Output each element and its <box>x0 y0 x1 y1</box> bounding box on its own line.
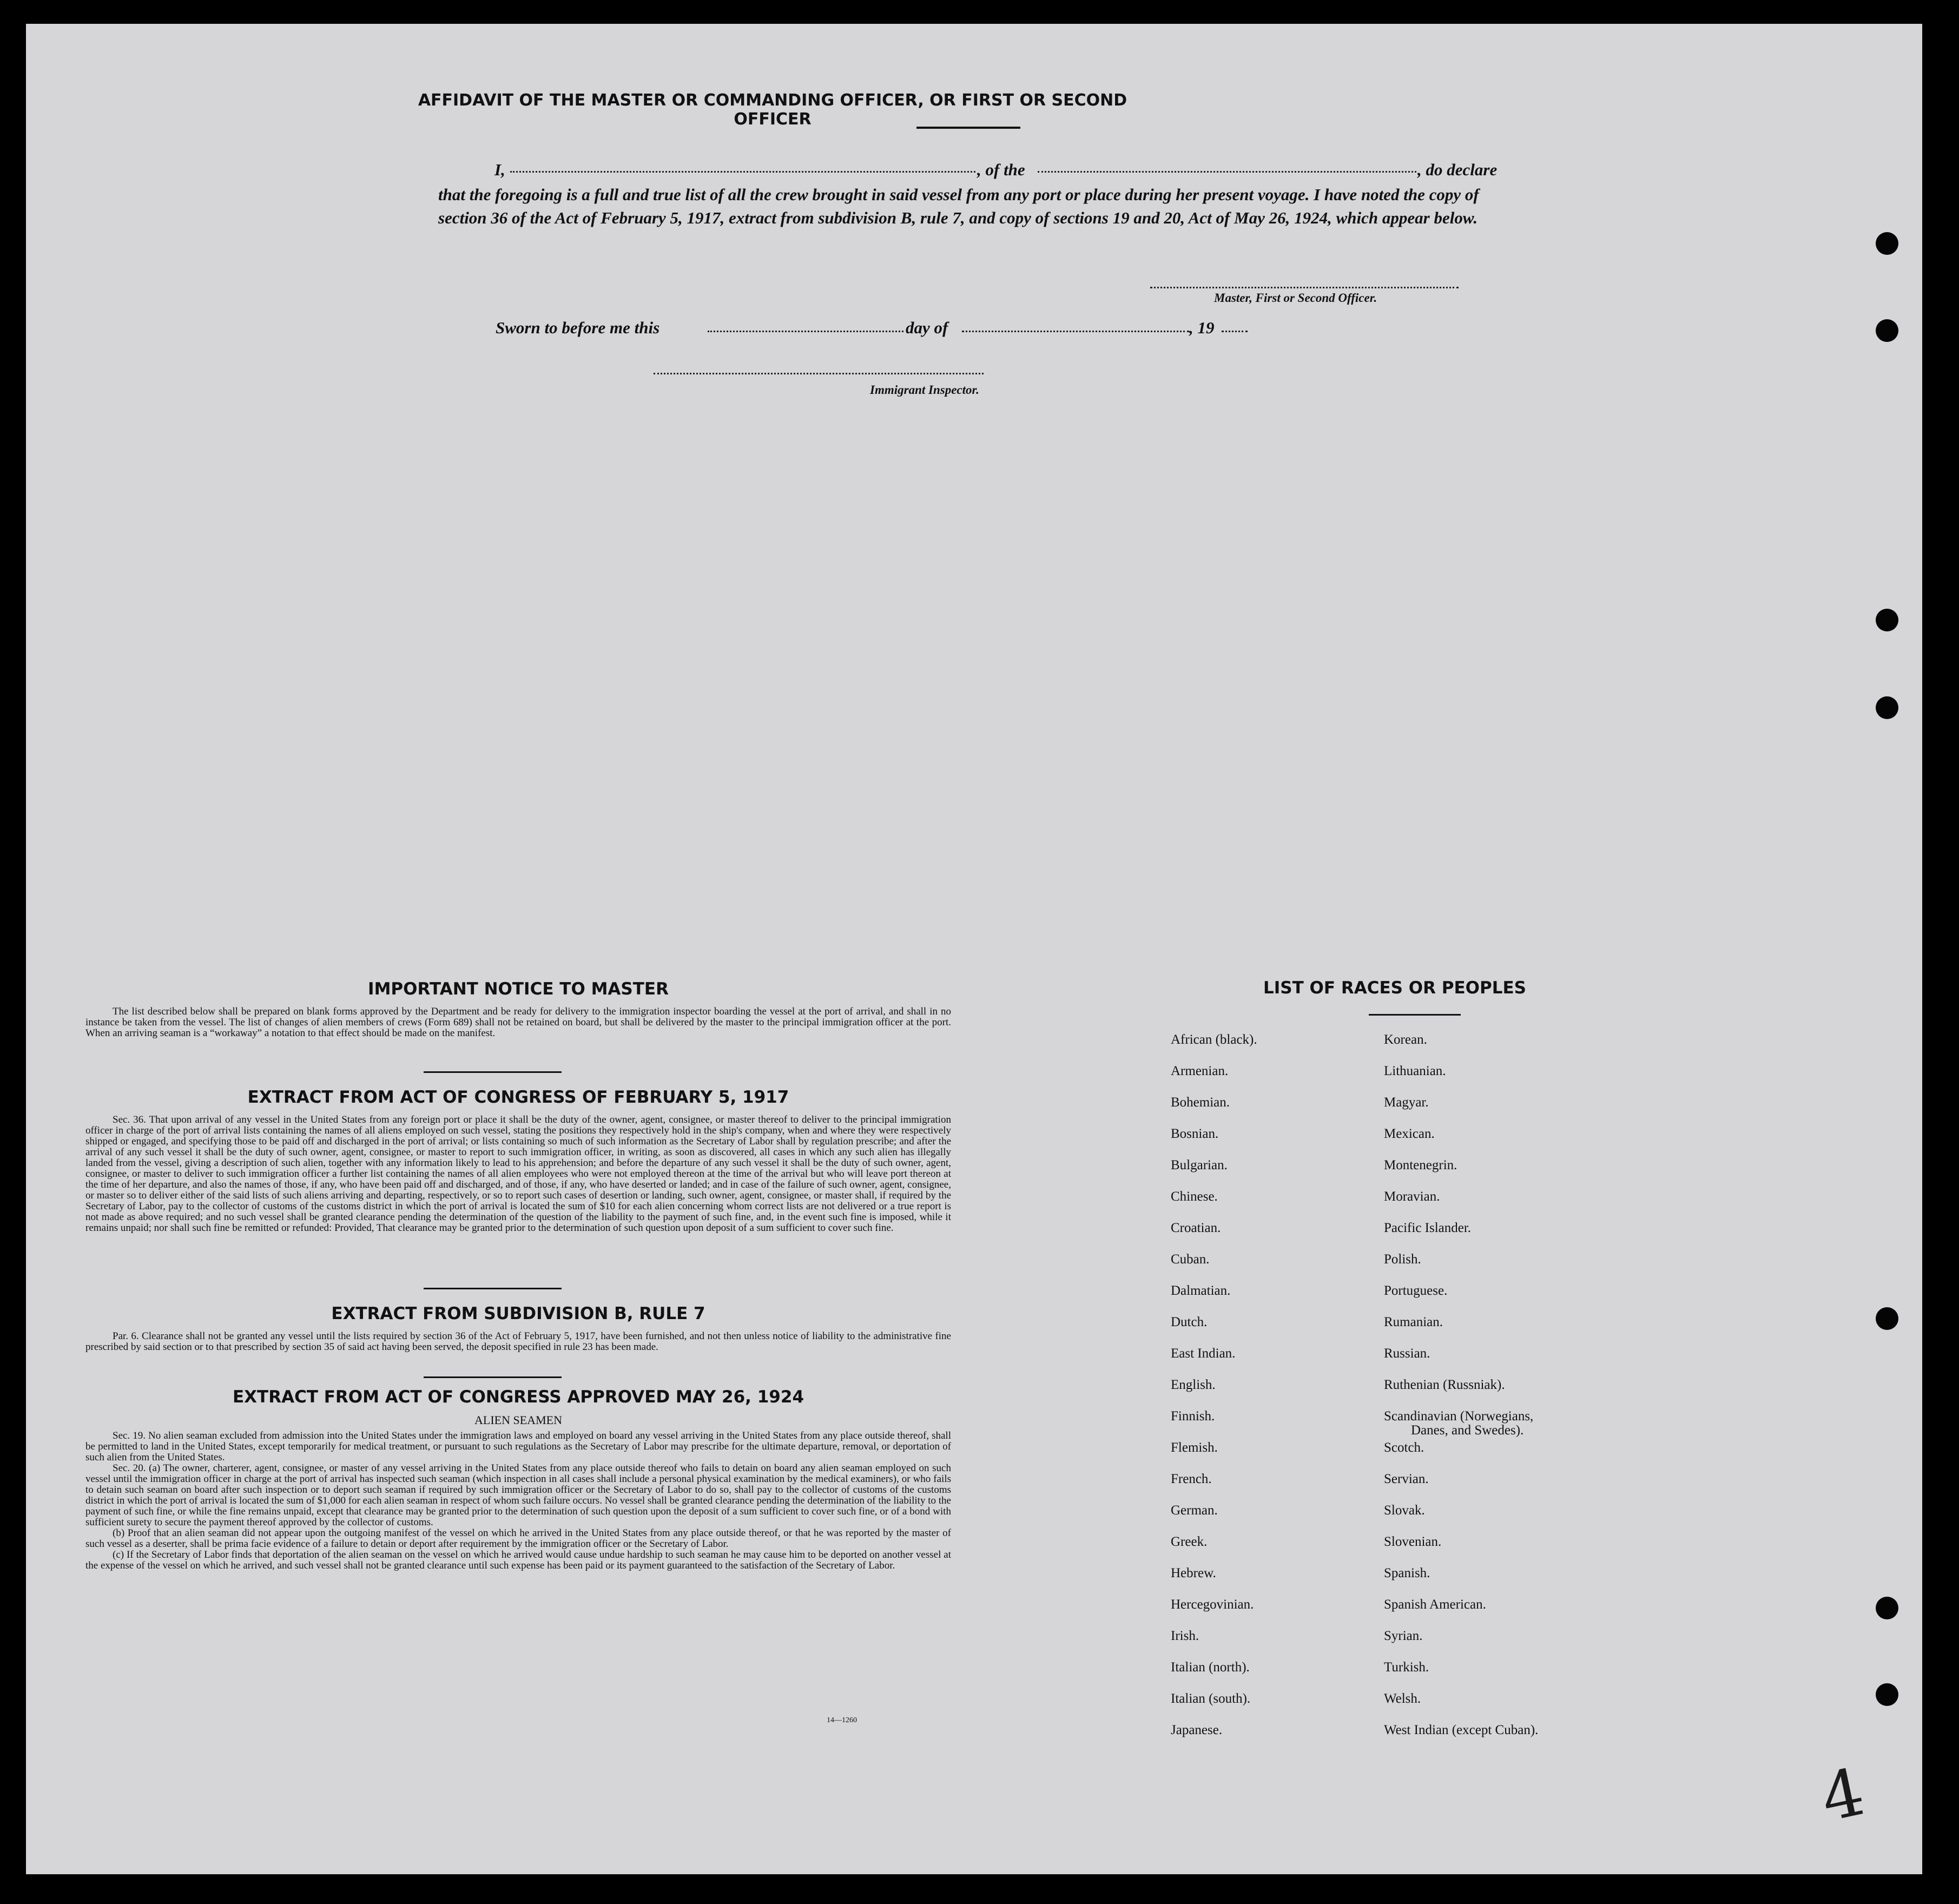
race-item: Russian. <box>1384 1346 1430 1361</box>
race-item: African (black). <box>1171 1032 1257 1047</box>
race-item: Dalmatian. <box>1171 1283 1231 1298</box>
race-item: Chinese. <box>1171 1189 1218 1204</box>
sworn-year-blank[interactable] <box>1222 331 1248 332</box>
inspector-label: Immigrant Inspector. <box>870 383 979 397</box>
signature-blank[interactable] <box>1150 287 1459 288</box>
extract-rule7-title: EXTRACT FROM SUBDIVISION B, RULE 7 <box>331 1304 705 1323</box>
name-blank[interactable] <box>510 171 975 173</box>
punch-hole <box>1876 232 1898 255</box>
race-item: Lithuanian. <box>1384 1064 1446 1078</box>
notice-body: The list described below shall be prepared on blank forms approved by the Department and be ready for delivery to the immigration inspector boarding the vessel at the port of arrival, and shall in no instance be taken from the vessel. The list of changes of alien members of crews (Form 689) shall not be retained on board, but shall be delivered by the master to the principal immigration officer at the port. When an arriving seaman is a “workaway” a notation to that effect should be made on the manifest. <box>85 1006 951 1039</box>
affidavit-of-the: , of the <box>977 160 1025 179</box>
extract-1917-title: EXTRACT FROM ACT OF CONGRESS OF FEBRUARY 5, 1917 <box>247 1088 789 1107</box>
race-item: Ruthenian (Russniak). <box>1384 1378 1505 1392</box>
paragraph: Sec. 20. (a) The owner, charterer, agent, consignee, or master of any vessel arriving in the United States from any place outside thereof who fails to detain on board any alien seaman employed on such vessel until the immigration officer in charge at the port of arrival has inspected such seaman (which inspection in all cases shall include a personal physical examination by the medical examiners), or who fails to detain such seaman on board after such inspection or to deport such seaman if required by such immigration officer or the Secretary of Labor to do so, shall pay to the collector of customs of the customs district in which the port of arrival is located the sum of $1,000 for each alien seaman in respect of whom such failure occurs. No vessel shall be granted clearance pending the determination of the liability to the payment of such fine, or while the fine remains unpaid, except that clearance may be granted prior to the determination of such question upon the deposit of a sum sufficient to cover such fine, or of a bond with sufficient surety to secure the payment thereof approved by the collector of customs. <box>85 1462 951 1528</box>
punch-hole <box>1876 1307 1898 1330</box>
race-item: Korean. <box>1384 1032 1427 1047</box>
race-item: Cuban. <box>1171 1252 1210 1267</box>
punch-hole <box>1876 1597 1898 1619</box>
race-item: Japanese. <box>1171 1723 1223 1737</box>
divider <box>916 127 1020 129</box>
affidavit-body: that the foregoing is a full and true list of all the crew brought in said vessel from any port or place during her present voyage. I have noted the copy of section 36 of the Act of February 5, 1917, extract from subdivision B, rule 7, and copy of sections 19 and 20, Act of May 26, 1924, which appear below. <box>438 185 1479 227</box>
inspector-blank[interactable] <box>654 373 984 374</box>
divider <box>1369 1014 1461 1016</box>
divider <box>424 1376 562 1378</box>
race-item: Dutch. <box>1171 1315 1208 1329</box>
paragraph: (b) Proof that an alien seaman did not appear upon the outgoing manifest of the vessel on which he arrived in the United States from any place outside thereof, or that he was reported by the master of such vessel as a deserter, shall be prima facie evidence of a failure to detain or deport after requirement by the immigration officer or the Secretary of Labor. <box>85 1527 951 1550</box>
punch-hole <box>1876 696 1898 719</box>
extract-1924-body <box>85 1431 951 1571</box>
form-page <box>26 24 1922 1874</box>
race-item: Bosnian. <box>1171 1126 1219 1141</box>
extract-1924-subtitle: ALIEN SEAMEN <box>474 1413 562 1427</box>
race-item: Turkish. <box>1384 1660 1429 1675</box>
race-item: Spanish American. <box>1384 1597 1486 1612</box>
paragraph: (c) If the Secretary of Labor finds that deportation of the alien seaman on the vessel on which he arrived would cause undue hardship to such seaman he may cause him to be deported on another vessel at the expense of the vessel on which he arrived, and such vessel shall not be granted clearance until such expense has been paid or its payment guaranteed to the satisfaction of the Secretary of Labor. <box>85 1549 951 1571</box>
race-item: Mexican. <box>1384 1126 1435 1141</box>
race-item: Slovak. <box>1384 1503 1425 1518</box>
extract-1917-body: Sec. 36. That upon arrival of any vessel in the United States from any foreign port or place it shall be the duty of the owner, agent, consignee, or master thereof to deliver to the principal immigration officer in charge of the port of arrival lists containing the names of all aliens employed on such vessel, stating the positions they respectively hold in the ship's company, when and where they were respectively shipped or engaged, and specifying those to be paid off and discharged in the port of arrival; or lists containing so much of such information as the Secretary of Labor shall by regulation prescribe; and after the arrival of any such vessel it shall be the duty of such owner, agent, consignee, or master to report to such immigration officer, in writing, as soon as discovered, all cases in which any such alien has illegally landed from the vessel, giving a description of such alien, together with any information likely to lead to his apprehension; and before the departure of any such vessel it shall be the duty of such owner, agent, consignee, or master to deliver to such immigration officer a further list containing the names of all alien employees who were not employed thereon at the time of the arrival but who will leave port thereon at the time of her departure, and also the names of those, if any, who have been paid off and discharged, and of those, if any, who have deserted or landed; and in case of the failure of such owner, agent, consignee, or master so to deliver either of the said lists of such aliens arriving and departing, respectively, or so to report such cases of desertion or landing, such owner, agent, consignee, or master shall, if required by the Secretary of Labor, pay to the collector of customs of the customs district in which the port of arrival is located the sum of $10 for each alien concerning whom correct lists are not delivered or a true report is not made as above required; and no such vessel shall be granted clearance pending the determination of the question of the liability to the payment of such fine, and, in the event such fine is imposed, while it remains unpaid; nor shall such fine be remitted or refunded: Provided, That clearance may be granted prior to the determination of such question upon deposit of a sum sufficient to cover such fine. <box>85 1114 951 1234</box>
affidavit-declare: , do declare <box>1417 160 1498 179</box>
form-number: 14—1260 <box>827 1716 857 1724</box>
race-item: Montenegrin. <box>1384 1158 1457 1172</box>
race-item: Italian (south). <box>1171 1691 1251 1706</box>
races-title: LIST OF RACES OR PEOPLES <box>1263 978 1527 998</box>
race-item: Spanish. <box>1384 1566 1430 1580</box>
signature-label: Master, First or Second Officer. <box>1214 291 1377 305</box>
race-item: Bohemian. <box>1171 1095 1230 1110</box>
race-item: Greek. <box>1171 1534 1208 1549</box>
race-item: Moravian. <box>1384 1189 1440 1204</box>
punch-hole <box>1876 319 1898 342</box>
race-item: Flemish. <box>1171 1440 1218 1455</box>
paragraph: Sec. 19. No alien seaman excluded from admission into the United States under the immigration laws and employed on board any vessel arriving in the United States from any place outside thereof, shall be permitted to land in the United States, except temporarily for medical treatment, or pursuant to such regulations as the Secretary of Labor may prescribe for the ultimate departure, removal, or deportation of such alien from the United States. <box>85 1430 951 1463</box>
race-item: Finnish. <box>1171 1409 1215 1424</box>
handwritten-page-number: 4 <box>1815 1754 1871 1837</box>
affidavit-title: AFFIDAVIT OF THE MASTER OR COMMANDING OFFICER, OR FIRST OR SECOND OFFICER <box>418 91 1127 129</box>
race-item: Polish. <box>1384 1252 1421 1267</box>
race-item: Italian (north). <box>1171 1660 1250 1675</box>
punch-hole <box>1876 609 1898 631</box>
race-item: Scandinavian (Norwegians, <box>1384 1409 1534 1424</box>
race-item: German. <box>1171 1503 1218 1518</box>
race-item: Bulgarian. <box>1171 1158 1228 1172</box>
affidavit-i: I, <box>494 160 505 179</box>
race-item: Hebrew. <box>1171 1566 1216 1580</box>
race-item: English. <box>1171 1378 1216 1392</box>
divider <box>424 1071 562 1073</box>
race-item: Croatian. <box>1171 1221 1221 1235</box>
race-item: West Indian (except Cuban). <box>1384 1723 1539 1737</box>
race-item-continuation: Danes, and Swedes). <box>1411 1423 1524 1438</box>
race-item: East Indian. <box>1171 1346 1236 1361</box>
race-item: Scotch. <box>1384 1440 1424 1455</box>
race-item: Magyar. <box>1384 1095 1429 1110</box>
extract-1924-title: EXTRACT FROM ACT OF CONGRESS APPROVED MAY 26, 1924 <box>232 1387 804 1407</box>
punch-hole <box>1876 1683 1898 1706</box>
notice-title: IMPORTANT NOTICE TO MASTER <box>368 979 669 999</box>
race-item: Welsh. <box>1384 1691 1421 1706</box>
race-item: Servian. <box>1384 1472 1429 1486</box>
extract-rule7-body: Par. 6. Clearance shall not be granted any vessel until the lists required by section 36 of the Act of February 5, 1917, have been furnished, and not then unless notice of liability to the administrative fine prescribed by said section or to that prescribed by section 35 of said act having been served, the deposit specified in rule 23 has been made. <box>85 1330 951 1353</box>
sworn-year: , 19 <box>1189 318 1215 337</box>
race-item: French. <box>1171 1472 1212 1486</box>
divider <box>424 1288 562 1289</box>
race-item: Rumanian. <box>1384 1315 1443 1329</box>
race-item: Portuguese. <box>1384 1283 1448 1298</box>
race-item: Irish. <box>1171 1629 1199 1643</box>
race-item: Syrian. <box>1384 1629 1423 1643</box>
sworn-prefix: Sworn to before me this <box>496 318 660 337</box>
race-item: Hercegovinian. <box>1171 1597 1254 1612</box>
sworn-day-blank[interactable] <box>708 331 903 332</box>
sworn-month-blank[interactable] <box>962 331 1189 332</box>
vessel-blank[interactable] <box>1038 171 1416 173</box>
race-item: Armenian. <box>1171 1064 1229 1078</box>
race-item: Slovenian. <box>1384 1534 1442 1549</box>
race-item: Pacific Islander. <box>1384 1221 1472 1235</box>
sworn-day-of: day of <box>906 318 948 337</box>
